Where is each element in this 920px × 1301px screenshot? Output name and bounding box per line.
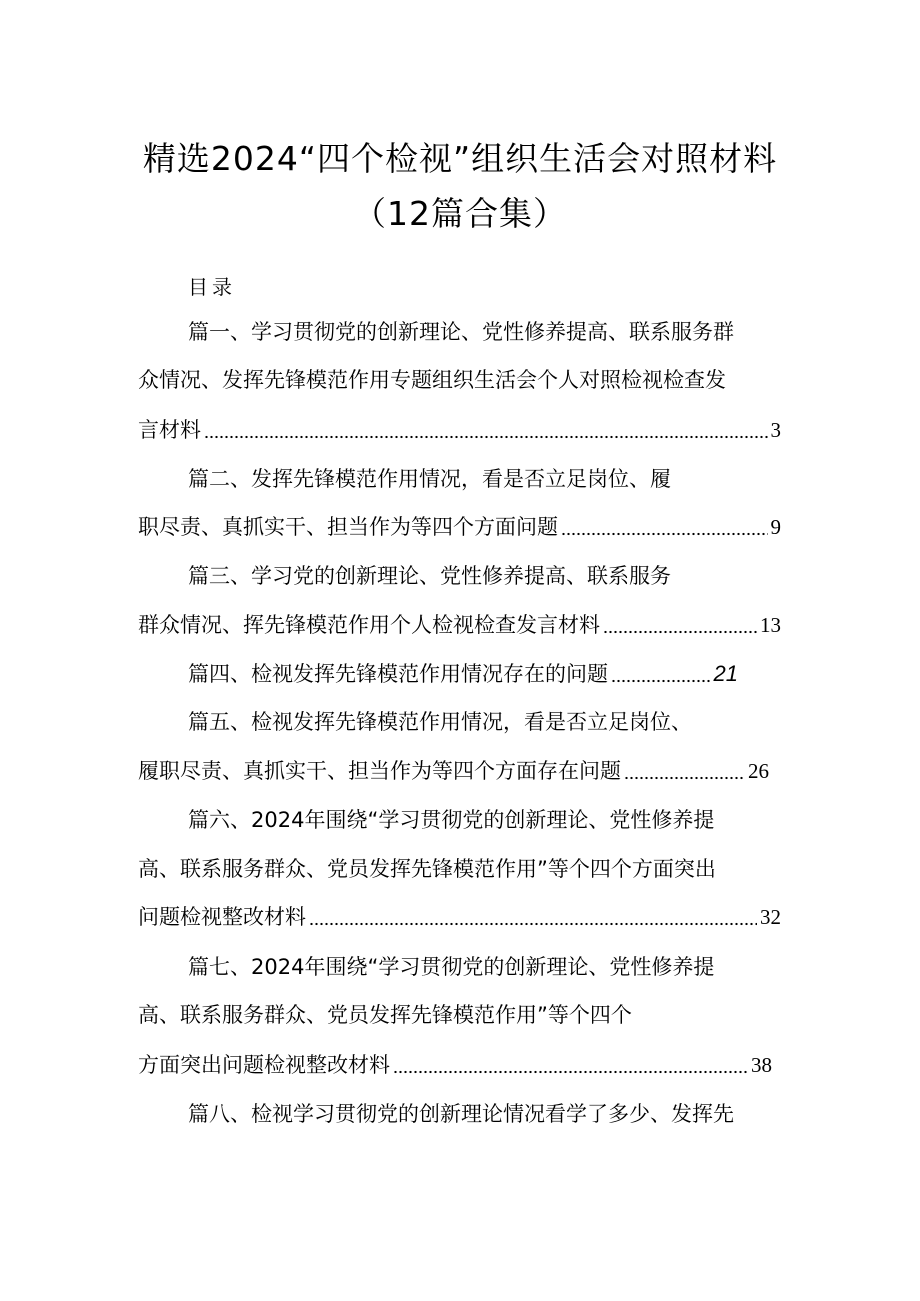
toc-entry-5-page: 26	[748, 759, 769, 783]
toc-entry-8-line-1: 篇八、检视学习贯彻党的创新理论情况看学了多少、发挥先	[188, 1102, 734, 1126]
document-title: 精选2024“四个检视”组织生活会对照材料	[142, 139, 778, 178]
toc-entry-7-line-3: 方面突出问题检视整改材料	[138, 1053, 390, 1077]
toc-entry-5-line-1: 篇五、检视发挥先锋模范作用情况，看是否立足岗位、	[188, 710, 692, 734]
toc-entry-4-last-line[interactable]	[188, 656, 738, 692]
toc-entry-4-page: 21	[713, 661, 738, 686]
leader-dots	[603, 622, 757, 634]
toc-entry-3-line-1: 篇三、学习党的创新理论、党性修养提高、联系服务	[188, 564, 671, 588]
leader-dots	[561, 524, 768, 536]
toc-entry-2-line-1: 篇二、发挥先锋模范作用情况，看是否立足岗位、履	[188, 467, 671, 491]
leader-dots	[611, 671, 711, 683]
toc-entry-6-line-2: 高、联系服务群众、党员发挥先锋模范作用”等个四个方面突出	[138, 857, 716, 881]
toc-entry-4-line-1: 篇四、检视发挥先锋模范作用情况存在的问题	[188, 662, 608, 686]
toc-entry-3-page: 13	[760, 613, 781, 637]
toc-entry-2-line-2: 职尽责、真抓实干、担当作为等四个方面问题	[138, 515, 558, 539]
toc-entry-3-line-2: 群众情况、挥先锋模范作用个人检视检查发言材料	[138, 613, 600, 637]
toc-entry-3-last-line[interactable]	[138, 607, 781, 643]
leader-dots	[309, 914, 757, 926]
leader-dots	[393, 1062, 748, 1074]
toc-entry-2-page: 9	[770, 515, 781, 539]
toc-entry-6-line-1: 篇六、2024年围绕“学习贯彻党的创新理论、党性修养提	[188, 808, 715, 832]
toc-label: 目录	[188, 275, 236, 299]
toc-entry-5-last-line[interactable]	[138, 753, 769, 789]
leader-dots	[204, 427, 768, 439]
leader-dots	[624, 768, 745, 780]
toc-entry-6-line-3: 问题检视整改材料	[138, 905, 306, 929]
toc-entry-1-line-3: 言材料	[138, 418, 201, 442]
toc-entry-7-last-line[interactable]	[138, 1047, 772, 1083]
document-subtitle: （12篇合集）	[353, 194, 567, 233]
toc-entry-2-last-line[interactable]	[138, 509, 781, 545]
toc-entry-1-line-1: 篇一、学习贯彻党的创新理论、党性修养提高、联系服务群	[188, 320, 734, 344]
toc-entry-7-line-2: 高、联系服务群众、党员发挥先锋模范作用”等个四个	[138, 1003, 632, 1027]
toc-entry-6-last-line[interactable]	[138, 899, 781, 935]
toc-entry-7-page: 38	[751, 1053, 772, 1077]
toc-entry-1-page: 3	[770, 418, 781, 442]
toc-entry-6-page: 32	[760, 905, 781, 929]
toc-entry-1-line-2: 众情况、发挥先锋模范作用专题组织生活会个人对照检视检查发	[138, 368, 726, 392]
toc-entry-1-last-line[interactable]	[138, 412, 781, 448]
toc-entry-5-line-2: 履职尽责、真抓实干、担当作为等四个方面存在问题	[138, 759, 621, 783]
toc-entry-7-line-1: 篇七、2024年围绕“学习贯彻党的创新理论、党性修养提	[188, 955, 715, 979]
